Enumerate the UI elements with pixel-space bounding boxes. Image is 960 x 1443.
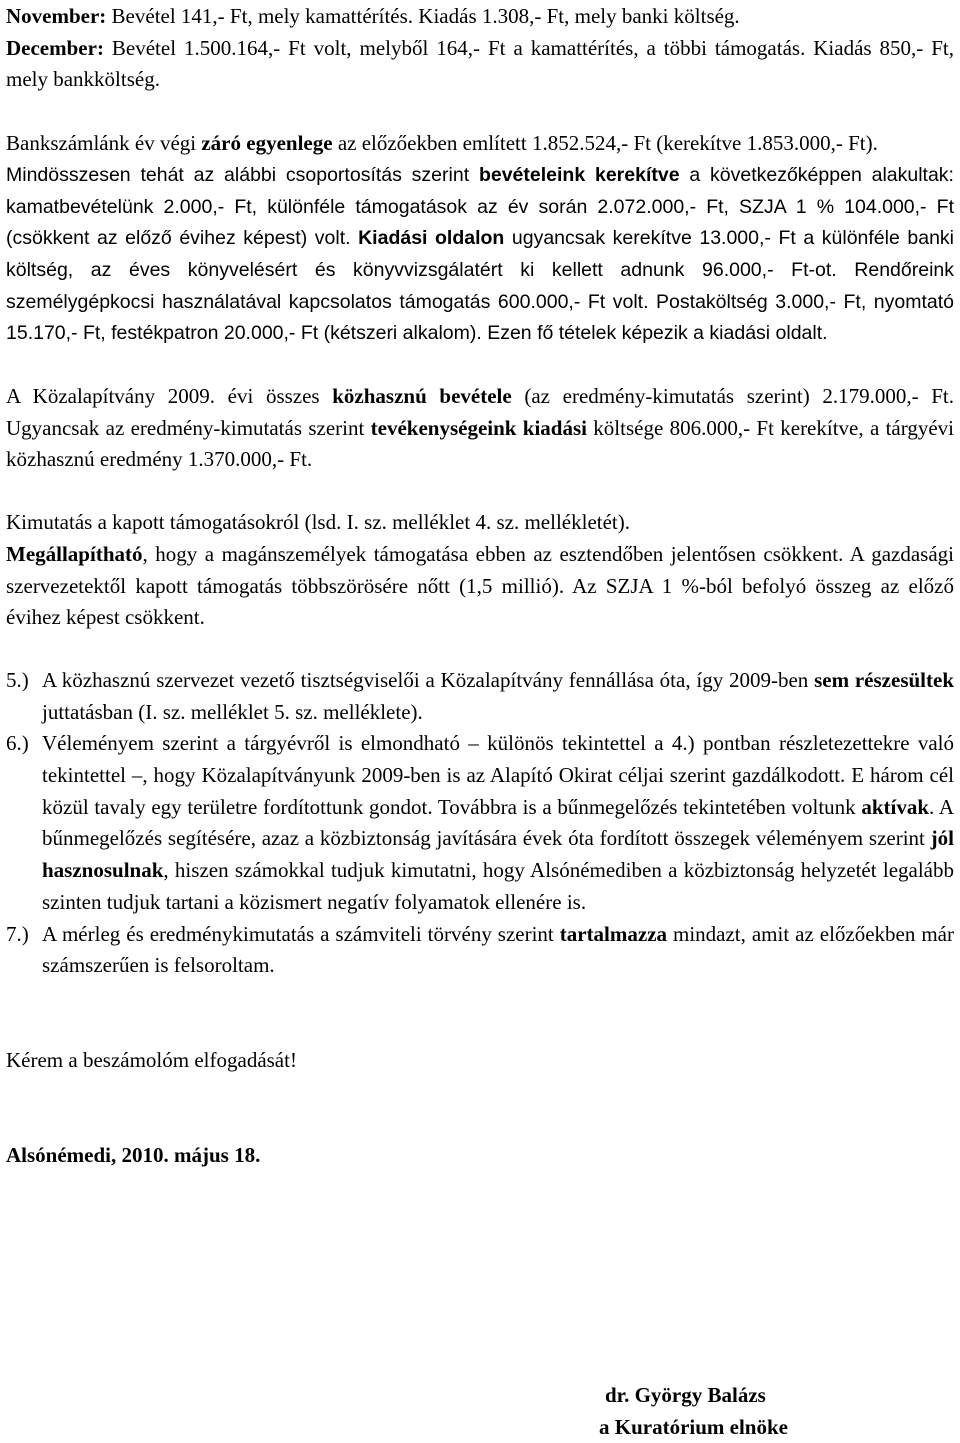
signatory-name: dr. György Balázs [605,1383,766,1407]
signatory-title: a Kuratórium elnöke [599,1415,788,1439]
spacer [6,96,954,128]
list-item-body [42,919,954,982]
bold-run: közhasznú bevétele [332,384,512,409]
bold-run: záró egyenlege [201,131,333,156]
text-run: (az eredmény-kimutatás szerint) 2.179.000,- Ft. Ugyancsak az eredmény-kimutatás szerint [6,384,954,440]
paragraph-summary [6,160,954,350]
paragraph-balance [6,128,954,160]
bold-run: jól hasznosulnak [42,826,954,883]
december-text: Bevétel 1.500.164,- Ft volt, melyből 164,- Ft a kamattérítés, a többi támogatás. Kiadás 850,- Ft, mely bankköltség. [6,35,954,92]
bold-run: bevételeink kerekítve [478,163,680,186]
text-run: költsége 806.000,- Ft kerekítve, a tárgyévi közhasznú eredmény 1.370.000,- Ft. [6,415,955,472]
spacer [6,476,954,507]
list-item-body [42,728,954,918]
text-run: Bankszámlánk év végi [6,131,202,156]
november-label: November: [6,4,107,28]
spacer [6,982,954,1045]
spacer [6,634,954,665]
text-run: Véleményem szerint a tárgyévről is elmondható – különös tekintettel a 4.) pontban részletezettekre való tekintettel –, hogy Közalapítványunk 2009-ben is az Alapító Okirat céljai szerint gazdálkodott. E három cél közül tavaly egy területre fordítottunk gondot. Továbbra is a bűnmegelőzés tekintetében voltunk [42,731,954,819]
text-run: mindazt, amit az előzőekben már számszerűen is felsoroltam. [42,921,954,978]
november-text: Bevétel 141,- Ft, mely kamattérítés. Kiadás 1.308,- Ft, mely banki költség. [106,4,740,28]
december-label: December: [6,35,104,60]
paragraph-monthly [6,1,954,96]
list-number: 5.) [6,667,29,692]
bold-run: tevékenységeink kiadási [370,415,587,440]
bold-run: aktívak [861,794,930,819]
paragraph-support-report [6,507,954,634]
date-line: Alsónémedi, 2010. május 18. [6,1142,261,1167]
bold-run: Kiadási oldalon [358,227,505,250]
list-number: 7.) [6,921,29,946]
spacer [6,350,954,381]
bold-run: sem részesültek [814,667,954,692]
closing-line: Kérem a beszámolóm elfogadását! [6,1047,297,1072]
list-number: 6.) [6,731,29,756]
text-run: a következőképpen alakultak: kamatbevételünk 2.000,- Ft, különféle támogatások az év során 2.072.000,- Ft, SZJA 1 % 104.000,- Ft (csökkent az előző évihez képest) volt. [6,163,954,250]
text-run: juttatásban (I. sz. melléklet 5. sz. melléklete). [42,699,423,724]
text-run: , hiszen számokkal tudjuk kimutatni, hogy Alsónémediben a közbiztonság helyzetét legalább szinten tudjuk tartani a közismert negatív folyamatok ellenére is. [42,858,954,914]
text-run: Mindösszesen tehát az alábbi csoportosítás szerint [6,163,479,186]
spacer [6,1077,954,1140]
bold-run: tartalmazza [559,921,668,946]
text-run: , hogy a magánszemélyek támogatása ebben az esztendőben jelentősen csökkent. A gazdasági szervezetektől kapott támogatás többszörösére nőtt (1,5 millió). Az SZJA 1 %-ból befolyó összeg az előző évihez képest csökkent. [6,541,954,630]
document-page [6,1,954,1171]
text-run: A mérleg és eredménykimutatás a számviteli törvény szerint [42,921,560,946]
list-item [6,665,954,728]
list-item [6,728,954,918]
bold-run: Megállapítható [6,541,143,566]
text-run: A közhasznú szervezet vezető tisztségviselői a Közalapítvány fennállása óta, így 2009-ben [42,667,815,692]
paragraph-public-benefit [6,381,954,476]
text-run: Kimutatás a kapott támogatásokról (lsd. I. sz. melléklet 4. sz. mellékletét). [6,510,630,535]
text-run: A Közalapítvány 2009. évi összes [6,384,333,409]
signature-block [599,1379,788,1443]
text-run: az előzőekben említett 1.852.524,- Ft (kerekítve 1.853.000,- Ft). [332,131,878,156]
text-run: ugyancsak kerekítve 13.000,- Ft a különféle banki költség, az éves könyvelésért és könyvvizsgálatért ki kellett adnunk 96.000,- Ft-ot. Rendőreink személygépkocsi használatával kapcsolatos támogatás 600.000,- Ft volt. Postaköltség 3.000,- Ft, nyomtató 15.170,- Ft, festékpatron 20.000,- Ft (kétszeri alkalom). Ezen fő tételek képezik a kiadási oldalt. [6,227,954,345]
text-run: . A bűnmegelőzés segítésére, azaz a közbiztonság javítására évek óta fordított összegek véleményem szerint [42,794,954,851]
list-item [6,919,954,982]
list-item-body [42,665,954,728]
